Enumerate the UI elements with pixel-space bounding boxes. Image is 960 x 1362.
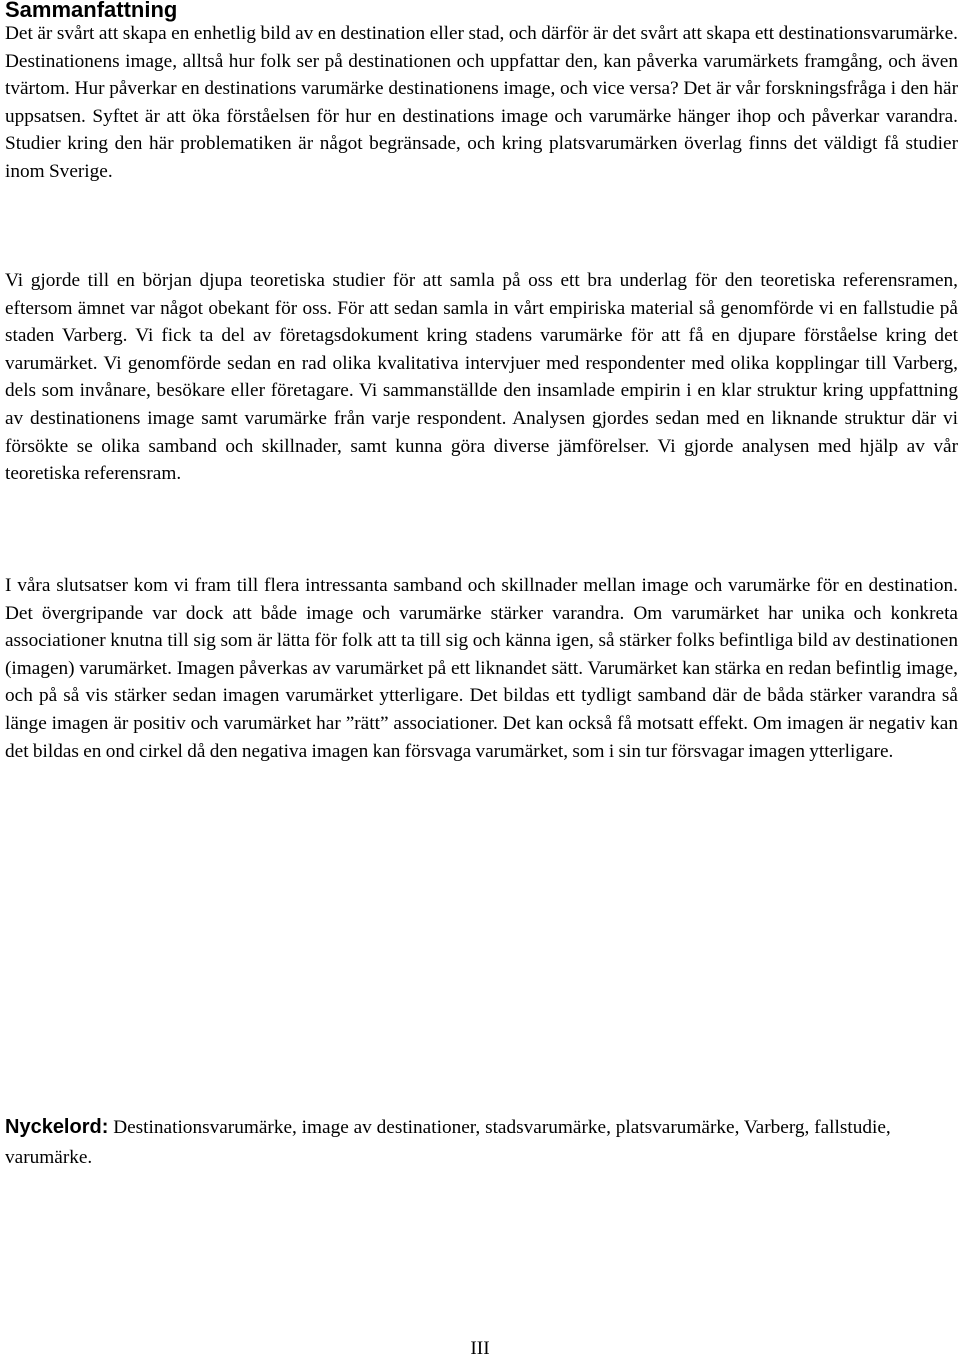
keywords-label: Nyckelord: bbox=[5, 1116, 109, 1138]
section-heading: Sammanfattning bbox=[5, 0, 178, 22]
paragraph-intro: Det är svårt att skapa en enhetlig bild av en destination eller stad, och därför är det svårt att skapa ett destinationsvarumärke. Destinationens image, alltså hur folk ser på destinationen och uppfattar den, kan påverka varumärkets framgång, och även tvärtom. Hur påverkar en destinations varumärke destinationens image, och vice versa? Det är vår forskningsfråga i den här uppsatsen. Syftet är att öka förståelsen för hur en destinations image och varumärke hänger ihop och påverkar varandra. Studier kring den här problematiken är något begränsade, och kring platsvarumärken överlag finns det väldigt få studier inom Sverige. bbox=[5, 23, 958, 182]
keywords-line bbox=[5, 1112, 958, 1173]
paragraph-method: Vi gjorde till en början djupa teoretiska studier för att samla på oss ett bra underlag för den teoretiska referensramen, eftersom ämnet var något obekant för oss. För att sedan samla in vårt empiriska material så genomförde vi en fallstudie på staden Varberg. Vi fick ta del av företagsdokument kring stadens varumärke för att få en djupare förståelse kring det varumärket. Vi genomförde sedan en rad olika kvalitativa intervjuer med respondenter med olika kopplingar till Varberg, dels som invånare, besökare eller företagare. Vi sammanställde den insamlade empirin i en klar struktur kring uppfattning av destinationens image samt varumärke från varje respondent. Analysen gjordes sedan med en liknande struktur där vi försökte se olika samband och skillnader, samt kunna göra diverse jämförelser. Vi gjorde analysen med hjälp av vår teoretiska referensram. bbox=[5, 270, 958, 485]
keywords-text: Destinationsvarumärke, image av destinationer, stadsvarumärke, platsvarumärke, Varberg, fallstudie, varumärke. bbox=[5, 1117, 891, 1168]
page-number: III bbox=[470, 1338, 490, 1359]
paragraph-conclusions: I våra slutsatser kom vi fram till flera intressanta samband och skillnader mellan image och varumärke för en destination. Det övergripande var dock att både image och varumärke stärker varandra. Om varumärket har unika och konkreta associationer knutna till sig som är lätta för folk att ta till sig och känna igen, så stärker folks befintliga bild av destinationen (imagen) varumärket. Imagen påverkas av varumärket på ett liknandet sätt. Varumärket kan stärka en redan befintlig image, och på så vis stärker sedan imagen varumärket ytterligare. Det bildas ett tydligt samband där de båda stärker varandra så länge imagen är positiv och varumärket har ”rätt” associationer. Det kan också få motsatt effekt. Om imagen är negativ kan det bildas en ond cirkel då den negativa imagen kan försvaga varumärket, som i sin tur försvagar imagen ytterligare. bbox=[5, 575, 958, 762]
